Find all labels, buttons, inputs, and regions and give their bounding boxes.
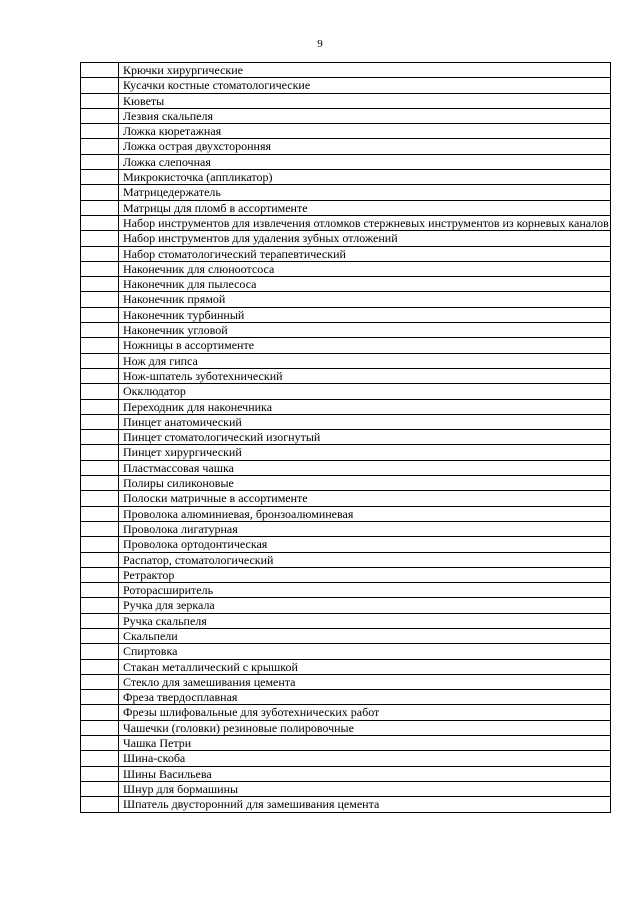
table-row bbox=[81, 659, 611, 674]
table-row bbox=[81, 552, 611, 567]
row-number-cell bbox=[81, 323, 119, 338]
table-row bbox=[81, 399, 611, 414]
equipment-table-body bbox=[81, 63, 611, 813]
item-name-cell: Ложка слепочная bbox=[119, 154, 611, 169]
item-name-cell: Полоски матричные в ассортименте bbox=[119, 491, 611, 506]
table-row bbox=[81, 323, 611, 338]
item-name-cell: Шнур для бормашины bbox=[119, 781, 611, 796]
row-number-cell bbox=[81, 674, 119, 689]
table-row bbox=[81, 338, 611, 353]
table-row bbox=[81, 78, 611, 93]
item-name-cell: Окклюдатор bbox=[119, 384, 611, 399]
row-number-cell bbox=[81, 108, 119, 123]
row-number-cell bbox=[81, 368, 119, 383]
table-row bbox=[81, 139, 611, 154]
item-name-cell: Проволока алюминиевая, бронзоалюминевая bbox=[119, 506, 611, 521]
item-name-cell: Ножницы в ассортименте bbox=[119, 338, 611, 353]
table-row bbox=[81, 292, 611, 307]
row-number-cell bbox=[81, 690, 119, 705]
table-row bbox=[81, 506, 611, 521]
row-number-cell bbox=[81, 307, 119, 322]
item-name-cell: Стекло для замешивания цемента bbox=[119, 674, 611, 689]
table-row bbox=[81, 781, 611, 796]
row-number-cell bbox=[81, 552, 119, 567]
item-name-cell: Набор инструментов для удаления зубных отложений bbox=[119, 231, 611, 246]
table-row bbox=[81, 720, 611, 735]
table-row bbox=[81, 93, 611, 108]
row-number-cell bbox=[81, 124, 119, 139]
table-row bbox=[81, 261, 611, 276]
row-number-cell bbox=[81, 613, 119, 628]
table-row bbox=[81, 476, 611, 491]
row-number-cell bbox=[81, 506, 119, 521]
item-name-cell: Ложка острая двухсторонняя bbox=[119, 139, 611, 154]
row-number-cell bbox=[81, 399, 119, 414]
table-row bbox=[81, 246, 611, 261]
row-number-cell bbox=[81, 215, 119, 230]
row-number-cell bbox=[81, 797, 119, 812]
item-name-cell: Кюветы bbox=[119, 93, 611, 108]
table-row bbox=[81, 491, 611, 506]
table-row bbox=[81, 200, 611, 215]
item-name-cell: Микрокисточка (аппликатор) bbox=[119, 170, 611, 185]
item-name-cell: Полиры силиконовые bbox=[119, 476, 611, 491]
row-number-cell bbox=[81, 567, 119, 582]
row-number-cell bbox=[81, 292, 119, 307]
row-number-cell bbox=[81, 751, 119, 766]
item-name-cell: Ложка кюретажная bbox=[119, 124, 611, 139]
row-number-cell bbox=[81, 154, 119, 169]
table-row bbox=[81, 521, 611, 536]
row-number-cell bbox=[81, 231, 119, 246]
item-name-cell: Чашечки (головки) резиновые полировочные bbox=[119, 720, 611, 735]
item-name-cell: Набор инструментов для извлечения отломков стержневых инструментов из корневых каналов bbox=[119, 215, 611, 230]
item-name-cell: Набор стоматологический терапевтический bbox=[119, 246, 611, 261]
row-number-cell bbox=[81, 200, 119, 215]
item-name-cell: Стакан металлический с крышкой bbox=[119, 659, 611, 674]
table-row bbox=[81, 430, 611, 445]
row-number-cell bbox=[81, 736, 119, 751]
row-number-cell bbox=[81, 170, 119, 185]
item-name-cell: Пинцет анатомический bbox=[119, 414, 611, 429]
item-name-cell: Пинцет стоматологический изогнутый bbox=[119, 430, 611, 445]
row-number-cell bbox=[81, 261, 119, 276]
table-row bbox=[81, 63, 611, 78]
row-number-cell bbox=[81, 720, 119, 735]
table-row bbox=[81, 215, 611, 230]
item-name-cell: Наконечник турбинный bbox=[119, 307, 611, 322]
table-row bbox=[81, 231, 611, 246]
item-name-cell: Чашка Петри bbox=[119, 736, 611, 751]
table-row bbox=[81, 628, 611, 643]
page-number: 9 bbox=[317, 38, 323, 50]
row-number-cell bbox=[81, 583, 119, 598]
item-name-cell: Наконечник прямой bbox=[119, 292, 611, 307]
item-name-cell: Крючки хирургические bbox=[119, 63, 611, 78]
item-name-cell: Нож-шпатель зуботехнический bbox=[119, 368, 611, 383]
item-name-cell: Роторасширитель bbox=[119, 583, 611, 598]
item-name-cell: Наконечник для слюноотсоса bbox=[119, 261, 611, 276]
item-name-cell: Ретрактор bbox=[119, 567, 611, 582]
table-row bbox=[81, 797, 611, 812]
table-row bbox=[81, 613, 611, 628]
table-row bbox=[81, 736, 611, 751]
row-number-cell bbox=[81, 63, 119, 78]
table-row bbox=[81, 170, 611, 185]
table-row bbox=[81, 307, 611, 322]
table-row bbox=[81, 690, 611, 705]
row-number-cell bbox=[81, 338, 119, 353]
table-row bbox=[81, 124, 611, 139]
table-row bbox=[81, 384, 611, 399]
item-name-cell: Пластмассовая чашка bbox=[119, 460, 611, 475]
table-row bbox=[81, 353, 611, 368]
row-number-cell bbox=[81, 430, 119, 445]
table-row bbox=[81, 154, 611, 169]
table-row bbox=[81, 751, 611, 766]
row-number-cell bbox=[81, 185, 119, 200]
item-name-cell: Проволока ортодонтическая bbox=[119, 537, 611, 552]
item-name-cell: Распатор, стоматологический bbox=[119, 552, 611, 567]
row-number-cell bbox=[81, 491, 119, 506]
item-name-cell: Пинцет хирургический bbox=[119, 445, 611, 460]
row-number-cell bbox=[81, 644, 119, 659]
table-row bbox=[81, 766, 611, 781]
item-name-cell: Матрицы для пломб в ассортименте bbox=[119, 200, 611, 215]
item-name-cell: Шины Васильева bbox=[119, 766, 611, 781]
item-name-cell: Шина-скоба bbox=[119, 751, 611, 766]
table-row bbox=[81, 598, 611, 613]
row-number-cell bbox=[81, 277, 119, 292]
row-number-cell bbox=[81, 781, 119, 796]
row-number-cell bbox=[81, 460, 119, 475]
row-number-cell bbox=[81, 537, 119, 552]
table-row bbox=[81, 567, 611, 582]
item-name-cell: Фрезы шлифовальные для зуботехнических работ bbox=[119, 705, 611, 720]
table-row bbox=[81, 644, 611, 659]
table-row bbox=[81, 705, 611, 720]
item-name-cell: Скальпели bbox=[119, 628, 611, 643]
table-row bbox=[81, 537, 611, 552]
item-name-cell: Фреза твердосплавная bbox=[119, 690, 611, 705]
item-name-cell: Переходник для наконечника bbox=[119, 399, 611, 414]
item-name-cell: Кусачки костные стоматологические bbox=[119, 78, 611, 93]
table-row bbox=[81, 414, 611, 429]
table-row bbox=[81, 108, 611, 123]
item-name-cell: Шпатель двусторонний для замешивания цемента bbox=[119, 797, 611, 812]
row-number-cell bbox=[81, 628, 119, 643]
item-name-cell: Наконечник угловой bbox=[119, 323, 611, 338]
row-number-cell bbox=[81, 246, 119, 261]
row-number-cell bbox=[81, 598, 119, 613]
item-name-cell: Лезвия скальпеля bbox=[119, 108, 611, 123]
item-name-cell: Ручка для зеркала bbox=[119, 598, 611, 613]
table-row bbox=[81, 460, 611, 475]
item-name-cell: Проволока лигатурная bbox=[119, 521, 611, 536]
row-number-cell bbox=[81, 414, 119, 429]
row-number-cell bbox=[81, 384, 119, 399]
row-number-cell bbox=[81, 521, 119, 536]
table-row bbox=[81, 583, 611, 598]
equipment-table bbox=[80, 62, 611, 813]
row-number-cell bbox=[81, 766, 119, 781]
table-row bbox=[81, 185, 611, 200]
table-row bbox=[81, 674, 611, 689]
row-number-cell bbox=[81, 78, 119, 93]
item-name-cell: Ручка скальпеля bbox=[119, 613, 611, 628]
row-number-cell bbox=[81, 705, 119, 720]
item-name-cell: Матрицедержатель bbox=[119, 185, 611, 200]
row-number-cell bbox=[81, 445, 119, 460]
item-name-cell: Нож для гипса bbox=[119, 353, 611, 368]
row-number-cell bbox=[81, 659, 119, 674]
table-row bbox=[81, 368, 611, 383]
table-row bbox=[81, 277, 611, 292]
row-number-cell bbox=[81, 353, 119, 368]
item-name-cell: Спиртовка bbox=[119, 644, 611, 659]
table-row bbox=[81, 445, 611, 460]
item-name-cell: Наконечник для пылесоса bbox=[119, 277, 611, 292]
row-number-cell bbox=[81, 476, 119, 491]
row-number-cell bbox=[81, 93, 119, 108]
row-number-cell bbox=[81, 139, 119, 154]
